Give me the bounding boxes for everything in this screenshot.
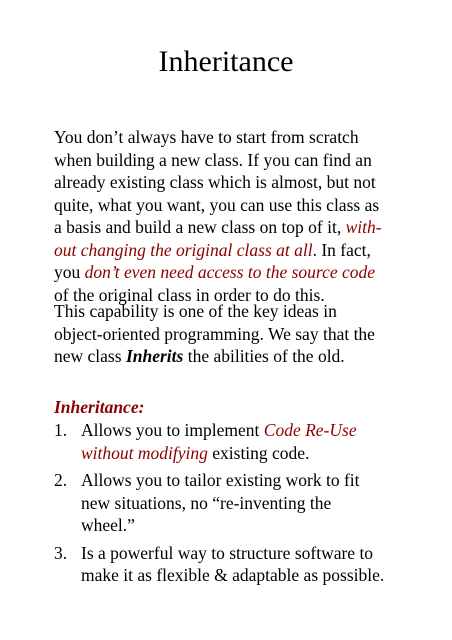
- text-line: [54, 239, 404, 262]
- text-line: when building a new class. If you can find an: [54, 149, 372, 170]
- text-line: You don’t always have to start from scratch: [54, 127, 359, 147]
- text-run: the abilities of the old.: [183, 346, 345, 366]
- text-line: wheel.”: [81, 515, 135, 535]
- text-run: new class: [54, 346, 126, 366]
- text-line: [54, 345, 404, 368]
- list-item: [54, 419, 414, 464]
- page-title: Inheritance: [158, 45, 294, 78]
- intro-paragraph: [54, 126, 404, 306]
- list-number: 1.: [54, 420, 68, 440]
- list-heading: Inheritance:: [54, 397, 145, 417]
- text-line: [54, 216, 404, 239]
- emphasis-text: without modifying: [81, 442, 208, 463]
- list-item: [54, 542, 414, 587]
- key-term: Inherits: [125, 346, 184, 366]
- text-line: [81, 442, 414, 465]
- text-line: [54, 261, 404, 284]
- text-line: Is a powerful way to structure software to: [81, 542, 374, 563]
- text-line: make it as flexible & adaptable as possible.: [81, 565, 385, 585]
- capability-paragraph: [54, 300, 404, 368]
- text-line: Allows you to tailor existing work to fit: [81, 470, 360, 490]
- text-run: Allows you to implement: [81, 420, 264, 440]
- list-number: 3.: [54, 542, 68, 563]
- text-line: new situations, no “re-inventing the: [81, 492, 332, 513]
- text-run: you: [54, 262, 85, 282]
- emphasis-text: out changing the original class at all: [54, 239, 313, 260]
- emphasis-text: Code Re-Use: [263, 420, 357, 440]
- list-item: [54, 469, 414, 537]
- text-run: a basis and build a new class on top of it,: [54, 217, 346, 237]
- text-run: existing code.: [207, 442, 310, 463]
- text-line: [81, 419, 414, 442]
- emphasis-text: don’t even need access to the source code: [84, 262, 376, 282]
- text-line: This capability is one of the key ideas in: [54, 301, 337, 321]
- emphasis-text: with-: [345, 217, 382, 237]
- benefits-list: [54, 419, 414, 592]
- text-run: . In fact,: [312, 239, 371, 260]
- text-line: quite, what you want, you can use this class as: [54, 194, 380, 215]
- text-line: already existing class which is almost, but not: [54, 172, 376, 192]
- text-line: object-oriented programming. We say that the: [54, 323, 375, 344]
- list-number: 2.: [54, 470, 68, 490]
- text-line: of the original class in order to do this.: [54, 284, 325, 305]
